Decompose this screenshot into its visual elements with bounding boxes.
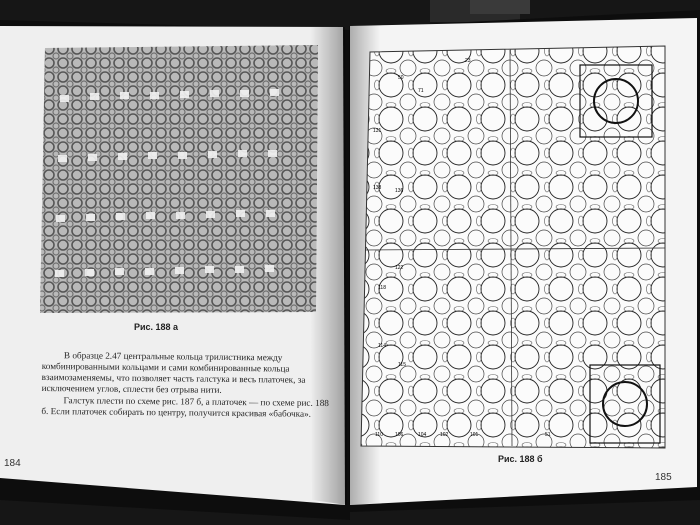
- diagram-number: 131: [373, 128, 382, 134]
- diagram-number: 23: [465, 58, 471, 64]
- diagram-number: 115: [398, 362, 406, 368]
- page-number-right: 185: [655, 472, 672, 483]
- diagram-number: 51: [545, 432, 551, 438]
- diagram-number: 101: [470, 432, 479, 438]
- diagram-number: 110: [375, 432, 383, 438]
- body-text: [41, 350, 337, 420]
- diagram-number: 122: [395, 265, 404, 271]
- diagram-number: 114: [378, 343, 386, 349]
- lace-photograph: [40, 45, 318, 313]
- diagram-number: 118: [378, 285, 386, 291]
- diagram-number: 71: [418, 88, 424, 94]
- page-number-left: 184: [4, 458, 21, 469]
- figure-caption-left: Рис. 188 а: [134, 322, 179, 332]
- diagram-number: 104: [418, 432, 427, 438]
- tatting-diagram: [361, 46, 665, 448]
- paragraph-1: В образце 2.47 центральные кольца трилистника между комбинированными кольцами и сами комбинированные кольца взаимозаменяемы, что позволяет часть галстука и весь платочек, за исключением углов, сплести без отрыва нити.: [41, 350, 306, 395]
- diagram-number: 106: [395, 432, 404, 438]
- diagram-number: 136: [395, 188, 404, 194]
- diagram-number: 50: [398, 75, 404, 81]
- diagram-number: 138: [373, 185, 382, 191]
- figure-caption-right: Рис. 188 б: [498, 454, 543, 464]
- diagram-number: 102: [440, 432, 449, 438]
- paragraph-2: Галстук плести по схеме рис. 187 б, а платочек — по схеме рис. 188 б. Если платочек собирать по центру, получится красивая «бабочка».: [41, 395, 329, 419]
